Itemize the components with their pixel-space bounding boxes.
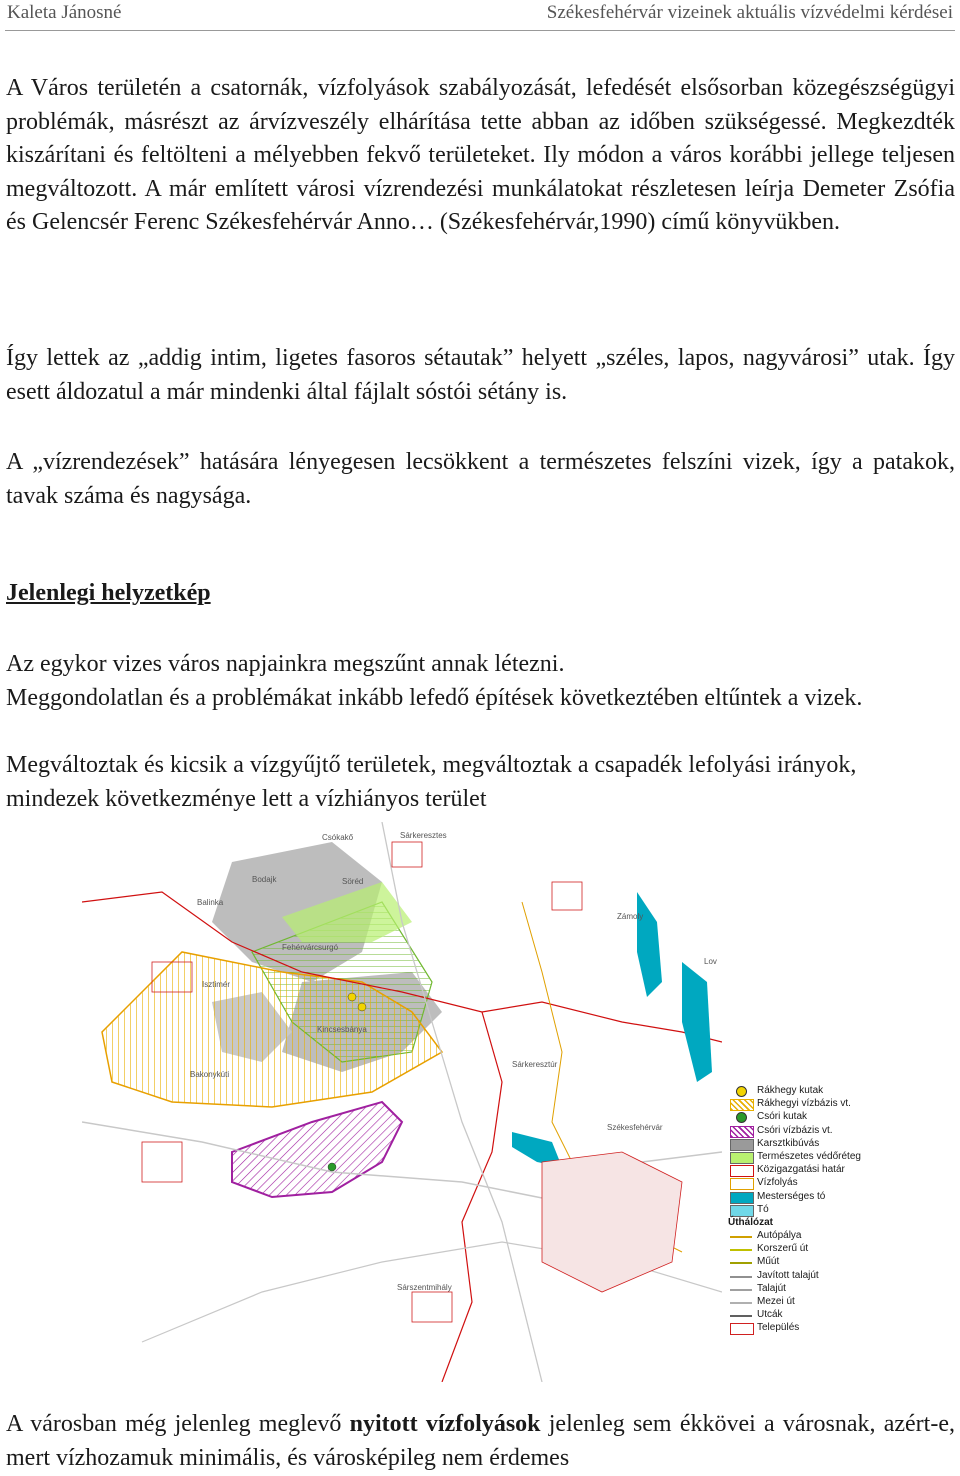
legend-label: Mesterséges tó bbox=[757, 1190, 826, 1202]
legend-swatch bbox=[730, 1192, 754, 1204]
paragraph-2: Így lettek az „addig intim, ligetes fasoros sétautak” helyett „széles, lapos, nagyvárosi” utak. Így esett áldozatul a már mindenki által fájlalt sóstói sétány is. bbox=[6, 345, 955, 405]
map-label: Balinka bbox=[197, 898, 224, 907]
legend-item bbox=[728, 1177, 888, 1190]
map-label: Bodajk bbox=[252, 875, 277, 884]
legend-label: Karsztkibúvás bbox=[757, 1137, 820, 1149]
legend-item bbox=[728, 1204, 888, 1217]
legend-item bbox=[728, 1217, 888, 1230]
map-label: Söréd bbox=[342, 877, 364, 886]
legend-label: Mezei út bbox=[757, 1296, 795, 1307]
map-label: Csókakő bbox=[322, 833, 354, 842]
csor-well bbox=[328, 1163, 336, 1171]
section-heading: Jelenlegi helyzetkép bbox=[6, 580, 211, 606]
legend-label: Természetes védőréteg bbox=[757, 1150, 861, 1162]
legend-item bbox=[728, 1270, 888, 1283]
map-label: Lov bbox=[704, 957, 717, 966]
page-header bbox=[7, 2, 953, 26]
map-label: Bakonykúti bbox=[190, 1070, 230, 1079]
legend-item bbox=[728, 1243, 888, 1256]
legend-label: Utcák bbox=[757, 1309, 783, 1321]
map-label: Sárkeresztúr bbox=[512, 1060, 558, 1069]
legend-item bbox=[728, 1164, 888, 1177]
legend-swatch bbox=[730, 1236, 752, 1238]
bottom-paragraph bbox=[6, 1408, 955, 1475]
map-label: Isztimér bbox=[202, 980, 230, 989]
legend-swatch bbox=[730, 1099, 754, 1111]
legend-label: Javított talajút bbox=[757, 1269, 819, 1281]
rakhegy-well bbox=[358, 1003, 366, 1011]
legend-swatch bbox=[730, 1276, 752, 1278]
legend-swatch bbox=[730, 1289, 752, 1291]
legend-label: Csóri vízbázis vt. bbox=[757, 1124, 833, 1136]
legend-item bbox=[728, 1230, 888, 1243]
legend-label: Korszerű út bbox=[757, 1243, 809, 1255]
header-author: Kaleta Jánosné bbox=[7, 2, 122, 23]
legend-swatch bbox=[736, 1086, 747, 1097]
legend-swatch bbox=[730, 1302, 752, 1304]
section-line-3: Megváltoztak és kicsik a vízgyűjtő területek, megváltoztak a csapadék lefolyási irányok, mindezek következménye lett a vízhiányos terület bbox=[6, 752, 857, 812]
legend-swatch bbox=[730, 1126, 754, 1138]
legend-item bbox=[728, 1111, 888, 1124]
legend-swatch bbox=[730, 1323, 754, 1335]
legend-item bbox=[728, 1309, 888, 1322]
rakhegy-well bbox=[348, 993, 356, 1001]
legend-item bbox=[728, 1085, 888, 1098]
section-line-2: Meggondolatlan és a problémákat inkább lefedő építések következtében eltűntek a vizek. bbox=[6, 685, 863, 711]
legend-swatch bbox=[730, 1178, 754, 1190]
map-label: Sárszentmihály bbox=[397, 1283, 452, 1292]
legend-label: Műút bbox=[757, 1256, 780, 1268]
legend-label: Úthálózat bbox=[728, 1216, 773, 1228]
legend-item bbox=[728, 1151, 888, 1164]
legend-swatch bbox=[730, 1315, 752, 1317]
legend-swatch bbox=[730, 1249, 752, 1251]
legend-item bbox=[728, 1191, 888, 1204]
map-label: Fehérvárcsurgó bbox=[282, 943, 339, 952]
legend-swatch bbox=[730, 1139, 754, 1151]
legend-swatch bbox=[730, 1165, 754, 1177]
legend-label: Talajút bbox=[757, 1282, 786, 1294]
water-protection-map bbox=[82, 822, 722, 1382]
paragraph-3: A „vízrendezések” hatására lényegesen lecsökkent a természetes felszíni vizek, így a patakok, tavak száma és nagysága. bbox=[6, 449, 955, 509]
legend-item bbox=[728, 1256, 888, 1269]
map-label: Zámoly bbox=[617, 912, 644, 921]
legend-swatch bbox=[736, 1112, 747, 1123]
legend-item bbox=[728, 1138, 888, 1151]
legend-item bbox=[728, 1296, 888, 1309]
bottom-text-end: jelenleg sem ékkövei a városnak, azért-e, mert vízhozamuk minimális, és városképileg nem érdemes bbox=[6, 1411, 955, 1471]
legend-swatch bbox=[730, 1262, 752, 1264]
legend-label: Csóri kutak bbox=[757, 1111, 808, 1123]
map-legend bbox=[728, 1085, 888, 1336]
map-label: Sárkeresztes bbox=[400, 831, 447, 840]
legend-label: Vízfolyás bbox=[757, 1177, 798, 1189]
section-line-1: Az egykor vizes város napjainkra megszűnt annak létezni. bbox=[6, 651, 565, 677]
bottom-text-bold: nyitott vízfolyások bbox=[349, 1411, 541, 1437]
map-label: Székesfehérvár bbox=[607, 1123, 663, 1132]
legend-label: Tó bbox=[757, 1203, 769, 1215]
legend-item bbox=[728, 1283, 888, 1296]
legend-label: Rákhegyi vízbázis vt. bbox=[757, 1098, 851, 1110]
legend-label: Rákhegy kutak bbox=[757, 1085, 824, 1096]
legend-label: Autópálya bbox=[757, 1230, 802, 1242]
legend-item bbox=[728, 1322, 888, 1335]
header-title: Székesfehérvár vizeinek aktuális vízvédelmi kérdései bbox=[546, 2, 953, 23]
legend-label: Közigazgatási határ bbox=[757, 1164, 845, 1176]
bottom-text-start: A városban még jelenleg meglevő bbox=[6, 1411, 350, 1437]
legend-item bbox=[728, 1098, 888, 1111]
paragraph-1: A Város területén a csatornák, vízfolyások szabályozását, lefedését elsősorban közegészségügyi problémák, másrészt az árvízveszély elhárítása tette abban az időben szükségessé. Megkezdték kiszárítani és feltölteni a mélyebben fekvő területeket. Ily módon a város korábbi jellege teljesen megváltozott. A már említett városi vízrendezési munkálatokat részletesen leírja Demeter Zsófia és Gelencsér Ferenc Székesfehérvár Anno… (Székesfehérvár,1990) című könyvükben. bbox=[6, 75, 955, 235]
legend-swatch bbox=[730, 1205, 754, 1217]
map-label: Kincsesbánya bbox=[317, 1025, 367, 1034]
header-divider bbox=[5, 30, 955, 31]
legend-label: Település bbox=[757, 1322, 800, 1334]
legend-swatch bbox=[730, 1152, 754, 1164]
legend-item bbox=[728, 1125, 888, 1138]
